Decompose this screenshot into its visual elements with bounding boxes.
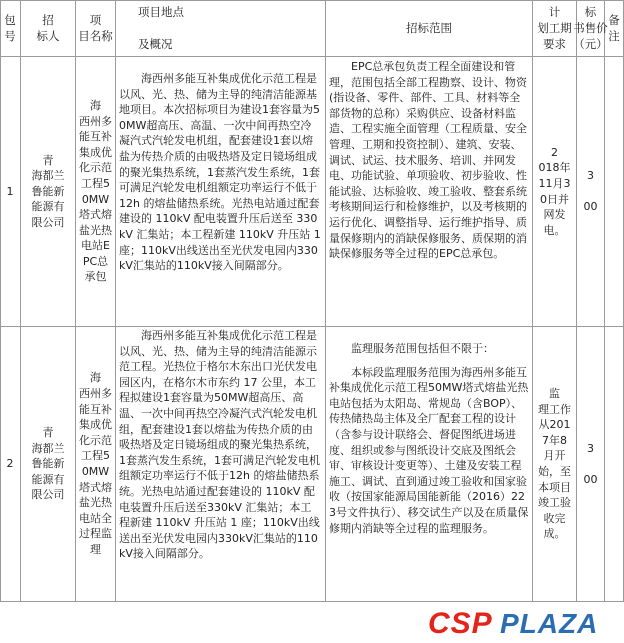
row1-price: 3 00 — [577, 57, 605, 327]
header-location: 项目地点 及概况 — [116, 0, 326, 57]
cspplaza-watermark-logo — [428, 603, 624, 639]
row2-price: 3 00 — [577, 327, 605, 602]
header-price: 标 书售价 （元） — [577, 0, 605, 57]
row2-num: 2 — [0, 327, 21, 602]
row1-scope: EPC总承包负责工程全面建设和管理，范围包括全部工程勘察、设计、物资(指设备、零件、部件、工具、材料等全部货物的总称）采购供应、设备材料监造、工程实施全面管理（工程质量、安全管理、工期和投资控制）、建筑、安装、调试、试运、技术服务、培训、并网发电、功能试验、单项验收、初步验收、性能试验、达标验收、竣工验收、整套系统考核期间运行和检修维护，以及考核期的运行优化、调整指导、运行维护指导、质量保修期内的消缺保修服务、质保期的消缺保修服务等全过程的EPC总承包。 — [326, 57, 533, 327]
row2-scope — [326, 327, 533, 602]
row1-num: 1 — [0, 57, 21, 327]
row1-project: 海 西州多 能互补 集成优 化示范 工程5 0MW 塔式熔 盐光热 电站E PC总 承包 — [76, 57, 116, 327]
header-schedule: 计 划工期 要求 — [533, 0, 577, 57]
row2-scope-text: 本标段监理服务范围为海西州多能互补集成优化示范工程50MW塔式熔盐光热电站包括为太阳岛、常规岛（含BOP）、传热储热岛主体及全厂配套工程的设计（含参与设计联络会、督促图纸进场进度、组织或参与图纸设计交底及图纸会审、审核设计变更等）、土建及安装工程施工、调试、直到通过竣工验收和国家验收（按国家能源局国能新能（2016）223号文件执行）、移交试生产以及在质量保修期内消缺等全过程的监理服务。 — [329, 365, 529, 535]
header-num: 包 号 — [0, 0, 21, 57]
row2-project: 海 西州多 能互补 集成优 化示范 工程5 0MW 塔式熔 盐光热 电站全 过程监 理 — [76, 327, 116, 602]
row1-location: 海西州多能互补集成优化示范工程是以风、光、热、储为主导的纯清洁能源基地项目。本次招标项目为建设1套容量为50MW超高压、高温、一次中间再热空冷凝汽式汽轮发电机组，配套建设1套以熔盐为传热介质的由吸热塔及定日镜场组成的聚光集热系统，1套蒸汽发生系统，1套可满足汽轮发电机组额定功率运行不低于12h 的熔盐储热系统。光热电站通过配套建设的 110kV 配电装置升压后送至 330kV 汇集站；本工程新建 110kV 升压站 1 座；110kV出线送出至光伏发电园内330kV汇集站的110kV接入间隔部分。 — [116, 57, 326, 327]
row2-bidder: 青 海都兰 鲁能新 能源有 限公司 — [21, 327, 76, 602]
row2-location: 海西州多能互补集成优化示范工程是以风、光、热、储为主导的纯清洁能源示范工程。光热位于格尔木东出口光伏发电园区内，在格尔木市东约 17 公里，本工程拟建设1套容量为50MW超高压、高温、一次中间再热空冷凝汽式汽轮发电机组，配套建设1套以熔盐为传热介质的由吸热塔及定日镜场组成的聚光集热系统，1套蒸汽发生系统，1套可满足汽轮发电机组额定功率运行不低于12h 的熔盐储热系统。光热电站通过配套建设的 110kV 配电装置升压后送至330kV 汇集站；本工程新建 110kV 升压站 1 座；110kV出线送出至光伏发电园内330kV汇集站的110kV接入间隔部分。 — [116, 327, 326, 602]
row1-bidder: 青 海都兰 鲁能新 能源有 限公司 — [21, 57, 76, 327]
header-scope: 招标范围 — [326, 0, 533, 57]
svg-text:CSP: CSP — [428, 607, 493, 640]
header-project: 项 目名称 — [76, 0, 116, 57]
row2-remark — [605, 327, 624, 602]
row1-schedule: 2 018年 11月3 0日并 网发 电。 — [533, 57, 577, 327]
row1-remark — [605, 57, 624, 327]
row2-schedule: 监 理工作 从201 7年8 月开 始，至 本项目 竣工验 收完 成。 — [533, 327, 577, 602]
header-bidder: 招 标人 — [21, 0, 76, 57]
row2-scope-title: 监理服务范围包括但不限于： — [351, 342, 494, 355]
header-remark: 备 注 — [605, 0, 624, 57]
svg-text:PLAZA: PLAZA — [500, 608, 599, 639]
